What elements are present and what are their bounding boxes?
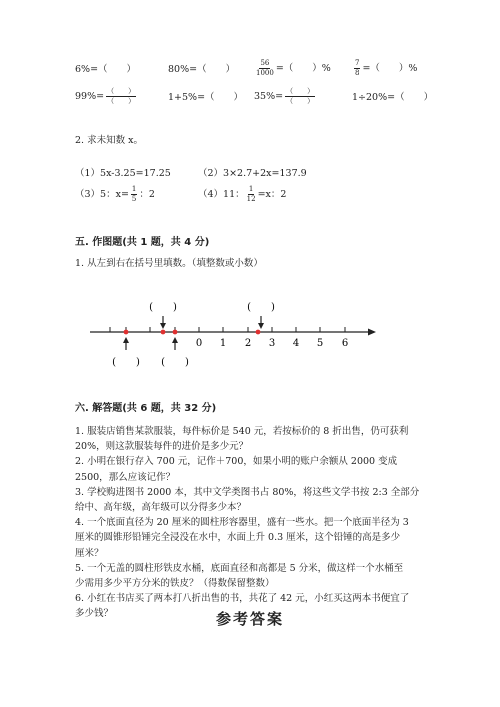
row1-item-c: $\frac{56}{1000}$ =（ ）% (256, 59, 331, 77)
tick-label: 3 (268, 338, 276, 349)
down-arrow-icon (258, 316, 264, 329)
blank-bottom-right: ( ) (161, 357, 189, 368)
up-arrow-icon (123, 337, 129, 350)
row2-item-c: 35%= $\frac{( )}{( )}$ (254, 87, 315, 105)
section5-heading: 五. 作图题(共 1 题，共 4 分) (75, 237, 210, 248)
question-line: 少需用多少平方分米的铁皮？（得数保留整数） (75, 578, 275, 590)
section5-question: 1. 从左到右在括号里填数。（填整数或小数） (75, 258, 263, 269)
fraction: $\frac{( )}{( )}$ (107, 87, 136, 105)
row1-item-b: 80%=（ ） (168, 64, 236, 75)
point-dot (173, 330, 178, 335)
question-line: 5. 一个无盖的圆柱形铁皮水桶，底面直径和高都是 5 分米，做这样一个水桶至 (75, 562, 404, 574)
point-dot (256, 330, 261, 335)
q2-equation-4: （4）11： $\frac{1}{12}$ =x：2 (198, 185, 287, 203)
fraction: $\frac{1}{12}$ (246, 185, 256, 203)
question-line: 给中、高年级，高年级可以分得多少本？ (75, 502, 247, 514)
q2-equation-3: （3）5：x= $\frac{1}{5}$ ：2 (75, 185, 155, 203)
q2-equation-1: （1）5x-3.25=17.25 (75, 168, 171, 179)
question-line: 3. 学校购进图书 2000 本，其中文学类图书占 80%，将这些文学书按 2:3 全部分 (75, 486, 420, 498)
tick-marks (110, 327, 345, 332)
question-line: 多少钱？ (75, 608, 114, 620)
question-line: 2500，那么应该记作？ (75, 471, 176, 483)
tick-label: 6 (341, 338, 349, 349)
blank-top-right: ( ) (247, 302, 275, 313)
question-line: 厘米的圆锥形铅锤完全浸没在水中，水面上升 0.3 厘米，这个铅锤的高是多少 (75, 532, 401, 544)
up-arrow-icon (172, 337, 178, 350)
section6-heading: 六. 解答题(共 6 题，共 32 分) (75, 403, 217, 414)
blank-top-left: ( ) (149, 302, 177, 313)
fraction: $\frac{1}{5}$ (131, 185, 137, 203)
row2-item-b: 1+5%=（ ） (168, 92, 244, 103)
tick-label: 1 (219, 338, 227, 349)
question-line: 6. 小红在书店买了两本打八折出售的书，共花了 42 元，小红买这两本书便宜了 (75, 593, 410, 605)
q2-equation-2: （2）3×2.7+2x=137.9 (198, 168, 307, 179)
arrow-head-icon (368, 329, 376, 336)
number-line (0, 296, 500, 376)
fraction: $\frac{( )}{( )}$ (286, 87, 315, 105)
blank-bottom-left: ( ) (112, 357, 140, 368)
tick-label: 5 (316, 338, 324, 349)
fraction: $\frac{7}{8}$ (355, 59, 360, 77)
down-arrow-icon (160, 316, 166, 329)
tick-label: 2 (244, 338, 252, 349)
point-dot (124, 330, 129, 335)
section6-questions (75, 424, 435, 622)
question-line: 厘米？ (75, 547, 104, 559)
answer-title: 参考答案 (215, 610, 284, 628)
row2-item-a: 99%= $\frac{( )}{( )}$ (75, 87, 136, 105)
question-line: 1. 服装店销售某款服装，每件标价是 540 元，若按标价的 8 折出售，仍可获利 (75, 426, 409, 437)
q2-title: 2. 求未知数 x。 (75, 135, 143, 146)
row2-item-d: 1÷20%=（ ） (352, 92, 434, 103)
tick-label: 4 (292, 338, 300, 349)
row1-item-a: 6%=（ ） (75, 64, 137, 75)
question-line: 2. 小明在银行存入 700 元，记作＋700，如果小明的账户余额从 2000 变成 (75, 456, 398, 468)
fraction: $\frac{56}{1000}$ (256, 59, 274, 77)
point-dot (161, 330, 166, 335)
row1-item-d: $\frac{7}{8}$ =（ ）% (355, 59, 418, 77)
question-line: 4. 一个底面直径为 20 厘米的圆柱形容器里，盛有一些水。把一个底面半径为 3 (75, 517, 409, 529)
tick-label: 0 (195, 338, 203, 349)
question-line: 20%，则这款服装每件的进价是多少元？ (75, 441, 249, 453)
